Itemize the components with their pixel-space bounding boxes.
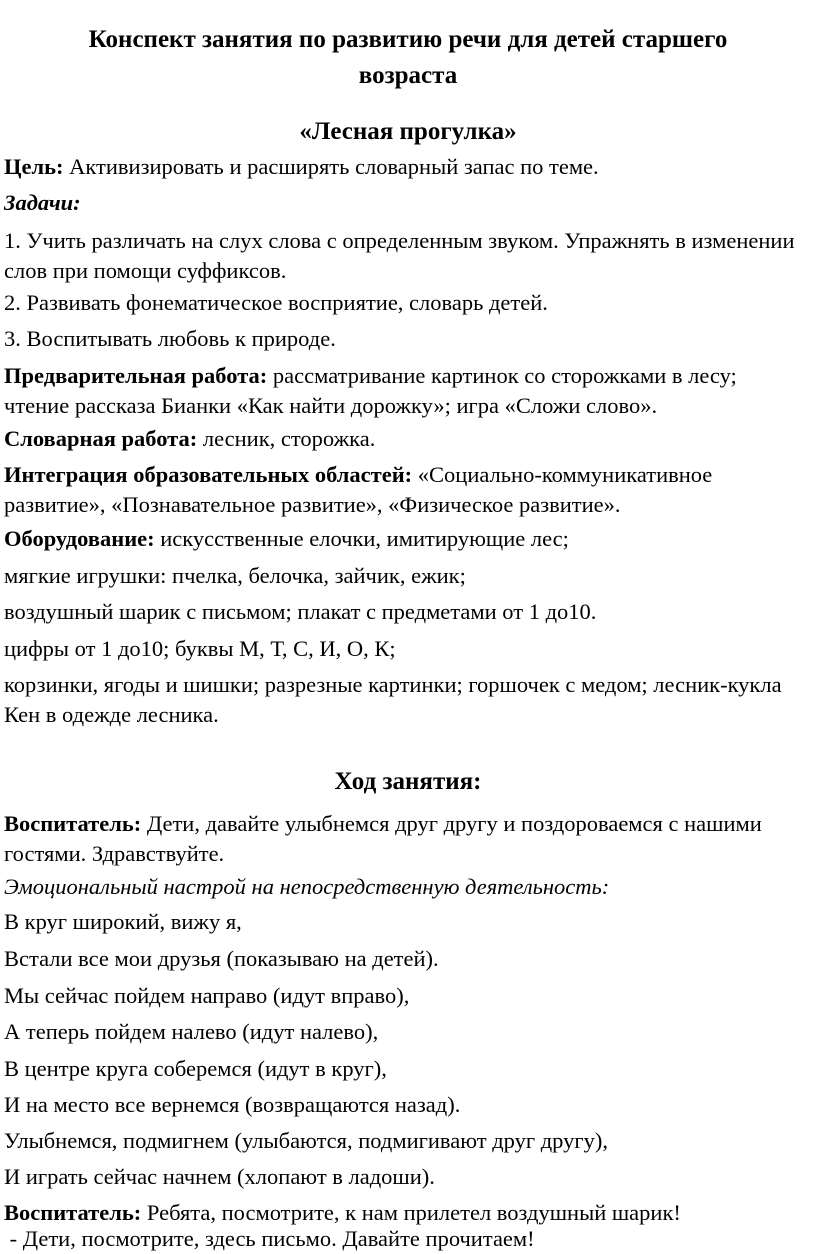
poem-line-2: Встали все мои друзья (показываю на детей).: [4, 946, 439, 971]
goal-text: Активизировать и расширять словарный запас по теме.: [63, 154, 599, 179]
integration-paragraph: [4, 460, 804, 520]
greeting-paragraph: [4, 809, 804, 869]
integration-text: «Социально-коммуникативное развитие», «Познавательное развитие», «Физическое развитие».: [4, 462, 713, 517]
tasks-label: Задачи:: [4, 190, 81, 215]
document-title-line1: Конспект занятия по развитию речи для детей старшего: [88, 26, 728, 53]
vocabulary-paragraph: [4, 424, 804, 454]
poem-line-5: В центре круга соберемся (идут в круг),: [4, 1056, 387, 1081]
vocabulary-label: Словарная работа:: [4, 426, 198, 451]
preliminary-paragraph: [4, 361, 804, 421]
preliminary-label: Предварительная работа:: [4, 363, 268, 388]
course-heading: Ход занятия:: [334, 768, 482, 795]
mood-line: Эмоциональный настрой на непосредственную деятельность:: [4, 874, 610, 899]
poem-line-3: Мы сейчас пойдем направо (идут вправо),: [4, 983, 410, 1008]
equipment-line-3: цифры от 1 до10; буквы М, Т, С, И, О, К;: [4, 636, 396, 661]
preliminary-text: рассматривание картинок со сторожками в лесу; чтение рассказа Бианки «Как найти дорожку»; игра «Сложи слово».: [4, 363, 737, 418]
task-item-2: 2. Развивать фонематическое восприятие, словарь детей.: [4, 290, 548, 315]
equipment-line-4: корзинки, ягоды и шишки; разрезные картинки; горшочек с медом; лесник-кукла Кен в одежде лесника.: [4, 672, 782, 727]
greeting-text: Дети, давайте улыбнемся друг другу и поздороваемся с нашими гостями. Здравствуйте.: [4, 811, 762, 866]
document-subtitle: «Лесная прогулка»: [299, 118, 517, 145]
greeting-label: Воспитатель:: [4, 811, 142, 836]
poem-line-6: И на место все вернемся (возвращаются назад).: [4, 1092, 461, 1117]
task-item-1: 1. Учить различать на слух слова с определенным звуком. Упражнять в изменении слов при помощи суффиксов.: [4, 228, 795, 283]
letter-line: - Дети, посмотрите, здесь письмо. Давайте прочитаем!: [4, 1226, 535, 1251]
poem-line-1: В круг широкий, вижу я,: [4, 909, 242, 934]
equipment-text: искусственные елочки, имитирующие лес;: [154, 526, 569, 551]
equipment-paragraph: [4, 524, 804, 554]
goal-paragraph: [4, 152, 804, 182]
vocabulary-text: лесник, сторожка.: [197, 426, 376, 451]
goal-label: Цель:: [4, 154, 64, 179]
poem-line-8: И играть сейчас начнем (хлопают в ладоши).: [4, 1164, 435, 1189]
balloon-text: Ребята, посмотрите, к нам прилетел воздушный шарик!: [141, 1200, 681, 1225]
balloon-label: Воспитатель:: [4, 1200, 142, 1225]
equipment-line-2: воздушный шарик с письмом; плакат с предметами от 1 до10.: [4, 599, 597, 624]
task-item-3: 3. Воспитывать любовь к природе.: [4, 326, 336, 351]
document-title-line2: возраста: [358, 62, 458, 89]
poem-line-4: А теперь пойдем налево (идут налево),: [4, 1019, 379, 1044]
equipment-line-1: мягкие игрушки: пчелка, белочка, зайчик, ежик;: [4, 563, 466, 588]
integration-label: Интеграция образовательных областей:: [4, 462, 413, 487]
poem-line-7: Улыбнемся, подмигнем (улыбаются, подмигивают друг другу),: [4, 1128, 608, 1153]
equipment-label: Оборудование:: [4, 526, 155, 551]
